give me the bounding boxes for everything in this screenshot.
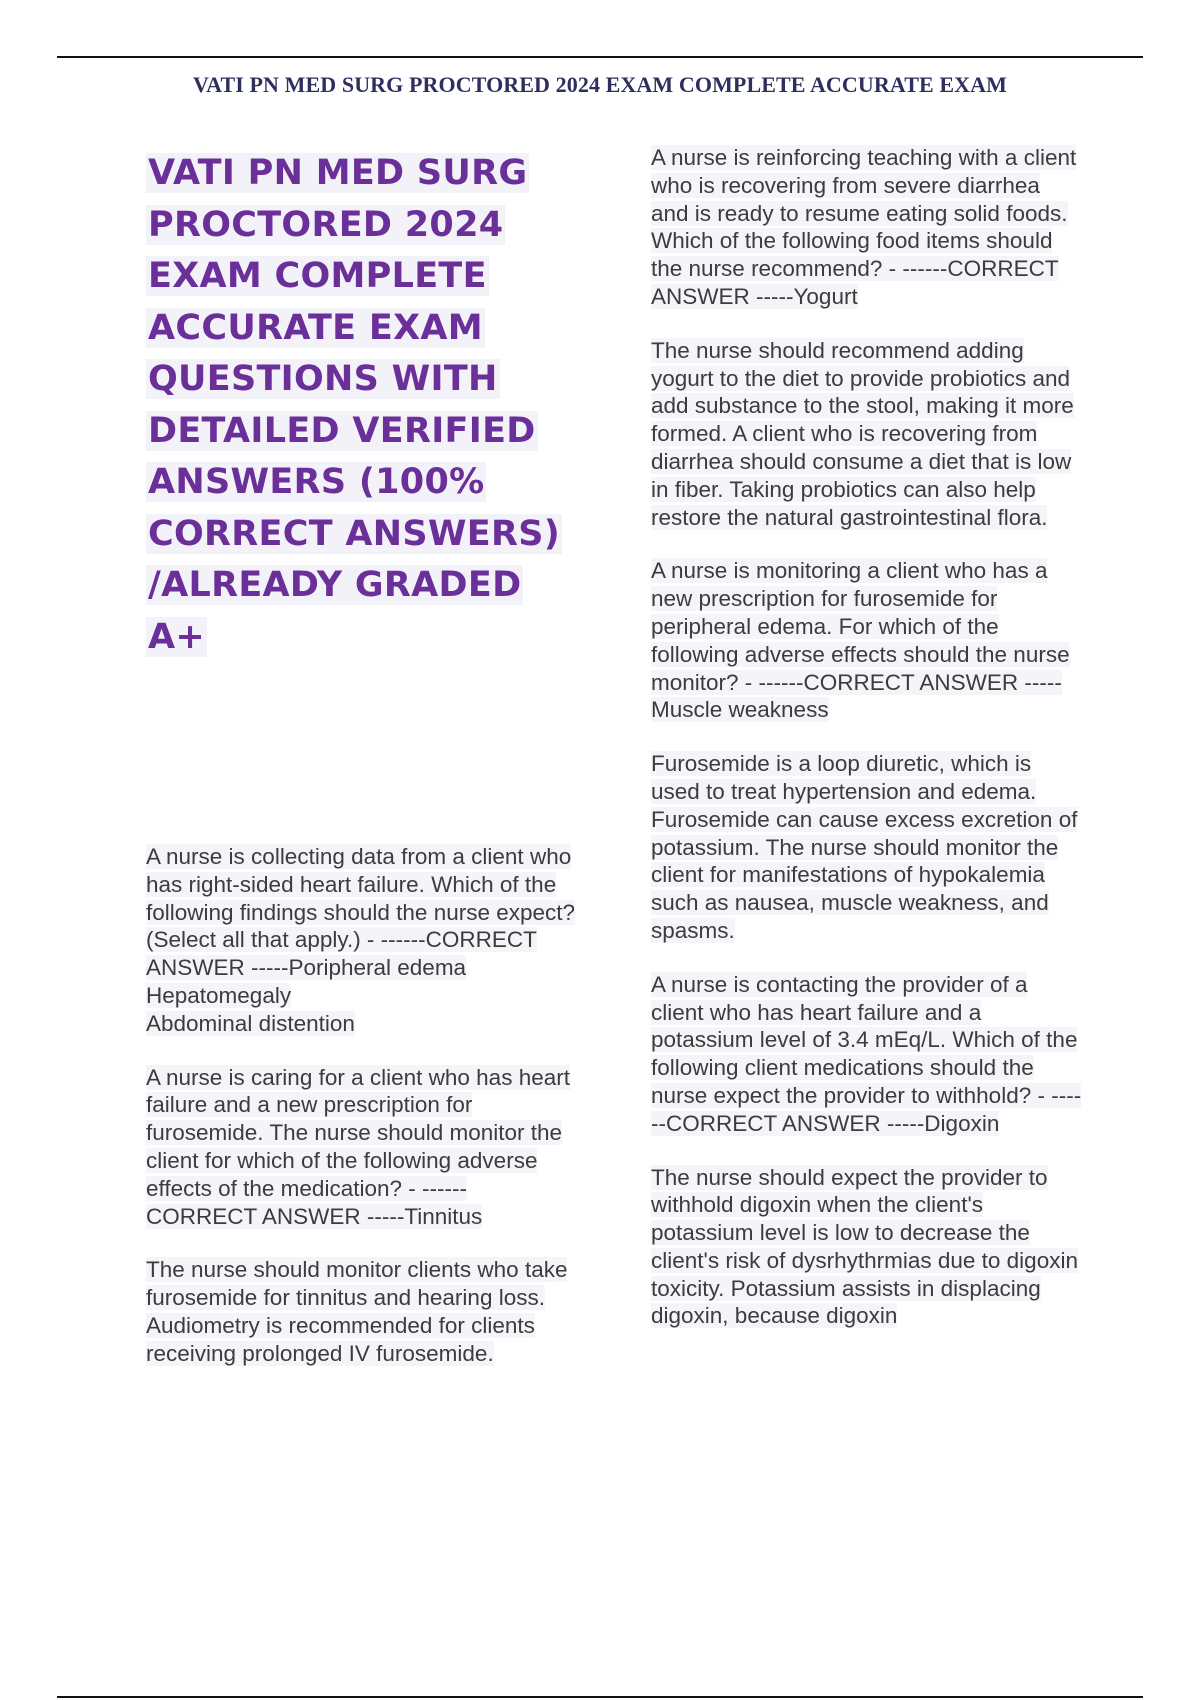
footer-rule: [57, 1696, 1143, 1698]
rationale-digoxin: The nurse should expect the provider to withhold digoxin when the client's potassium level is low to decrease the client's risk of dysrhythrmias due to digoxin toxicity. Potassium assists in displacing digoxin, because digoxin: [651, 1164, 1078, 1329]
question-diarrhea-food: A nurse is reinforcing teaching with a client who is recovering from severe diarrhea and is ready to resume eating solid foods. Which of the following food items should the nurse recommend? - ------CORRECT ANSWER -----Yogurt: [651, 145, 1077, 309]
rationale-tinnitus: The nurse should monitor clients who take furosemide for tinnitus and hearing loss. Audiometry is recommended for clients receiving prolonged IV furosemide.: [146, 1257, 568, 1366]
rationale-furosemide-hypokalemia: Furosemide is a loop diuretic, which is used to treat hypertension and edema. Furosemide can cause excess excretion of potassium. The nurse should monitor the client for manifestations of hypokalemia such as nausea, muscle weakness, and spasms.: [651, 751, 1078, 943]
title-spacer: [146, 663, 578, 843]
question-furosemide-peripheral-edema: A nurse is monitoring a client who has a new prescription for furosemide for peripheral edema. For which of the following adverse effects should the nurse monitor? - ------CORRECT ANSWER -----Muscle weakness: [651, 558, 1070, 723]
question-potassium-withhold: A nurse is contacting the provider of a client who has heart failure and a potassium level of 3.4 mEq/L. Which of the following client medications should the nurse expect the provider to withhold? - ------CORRECT ANSWER -----Digoxin: [651, 971, 1082, 1136]
document-title: [146, 148, 578, 663]
question-furosemide-adverse-effects: A nurse is caring for a client who has heart failure and a new prescription for furosemide. The nurse should monitor the client for which of the following adverse effects of the medication? - ------CORRECT ANSWER -----Tinnitus: [146, 1064, 570, 1229]
rationale-yogurt: The nurse should recommend adding yogurt to the diet to provide probiotics and add substance to the stool, making it more formed. A client who is recovering from diarrhea should consume a diet that is low in fiber. Taking probiotics can also help restore the natural gastrointestinal flora.: [651, 337, 1074, 530]
question-right-sided-heart-failure: A nurse is collecting data from a client who has right-sided heart failure. Which of the following findings should the nurse expect? (Select all that apply.) - ------CORRECT ANSWER -----Poripheral edema Hepatomegaly Abdominal distention: [146, 844, 576, 1036]
left-column: [146, 148, 578, 1394]
running-header: VATI PN MED SURG PROCTORED 2024 EXAM COMPLETE ACCURATE EXAM: [192, 72, 1008, 97]
header-rule: [57, 56, 1143, 58]
document-title-text: VATI PN MED SURG PROCTORED 2024 EXAM COMPLETE ACCURATE EXAM QUESTIONS WITH DETAILED VERIFIED ANSWERS (100% CORRECT ANSWERS) /ALREADY GRADED A+: [148, 153, 561, 657]
right-column: [651, 144, 1083, 1356]
